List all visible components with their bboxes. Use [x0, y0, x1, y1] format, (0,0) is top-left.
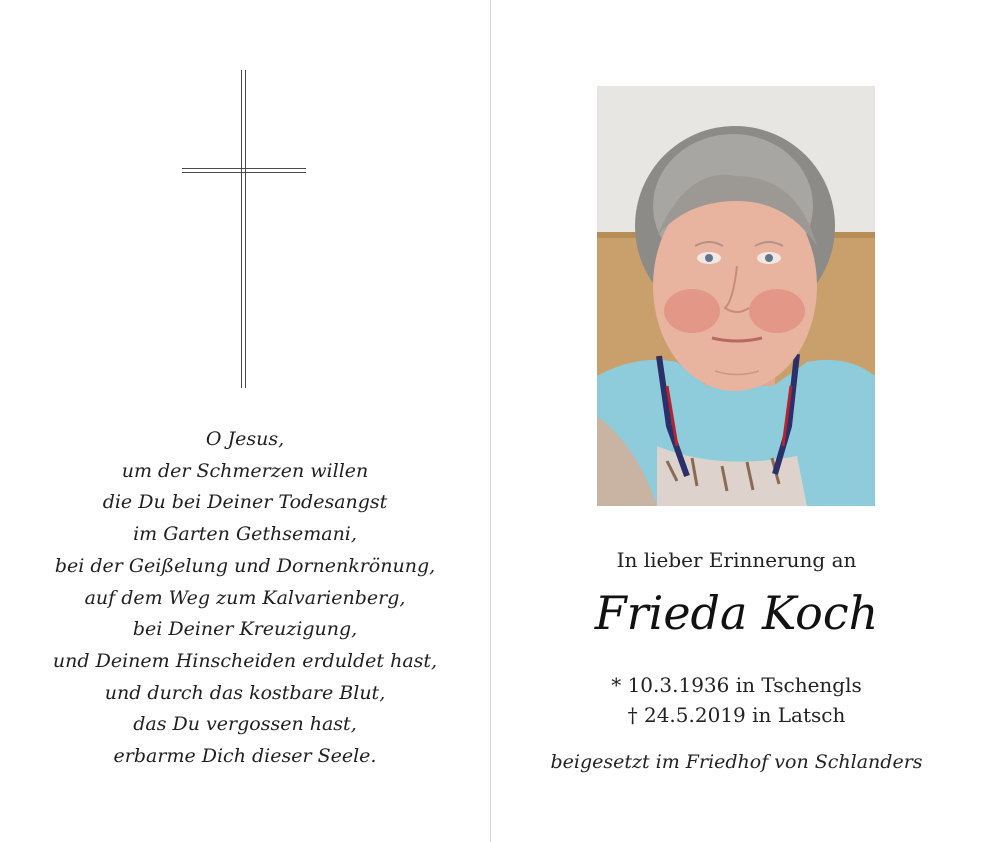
prayer-line: bei Deiner Kreuzigung,: [132, 618, 358, 641]
prayer-line: auf dem Weg zum Kalvarienberg,: [84, 586, 406, 609]
portrait-photo: [597, 86, 875, 506]
prayer-line: das Du vergossen hast,: [133, 713, 357, 736]
life-dates: [491, 670, 982, 730]
prayer-line: und Deinem Hinscheiden erduldet hast,: [52, 649, 438, 672]
prayer-line: um der Schmerzen willen: [121, 459, 369, 482]
prayer-text: [30, 424, 460, 773]
burial-place: beigesetzt im Friedhof von Schlanders: [550, 751, 923, 773]
death-date: † 24.5.2019 in Latsch: [627, 703, 846, 727]
prayer-line: die Du bei Deiner Todesangst: [102, 491, 388, 514]
left-page: [0, 0, 490, 842]
birth-date: * 10.3.1936 in Tschengls: [611, 673, 862, 697]
prayer-line: und durch das kostbare Blut,: [104, 681, 386, 704]
prayer-line: erbarme Dich dieser Seele.: [113, 745, 377, 768]
deceased-name: Frieda Koch: [594, 586, 879, 640]
right-page: [491, 0, 982, 842]
prayer-line: O Jesus,: [205, 428, 285, 450]
cross-icon: [182, 70, 306, 390]
prayer-line: im Garten Gethsemani,: [133, 523, 357, 546]
memorial-intro: In lieber Erinnerung an: [616, 548, 857, 572]
prayer-line: bei der Geißelung und Dornenkrönung,: [54, 554, 436, 577]
